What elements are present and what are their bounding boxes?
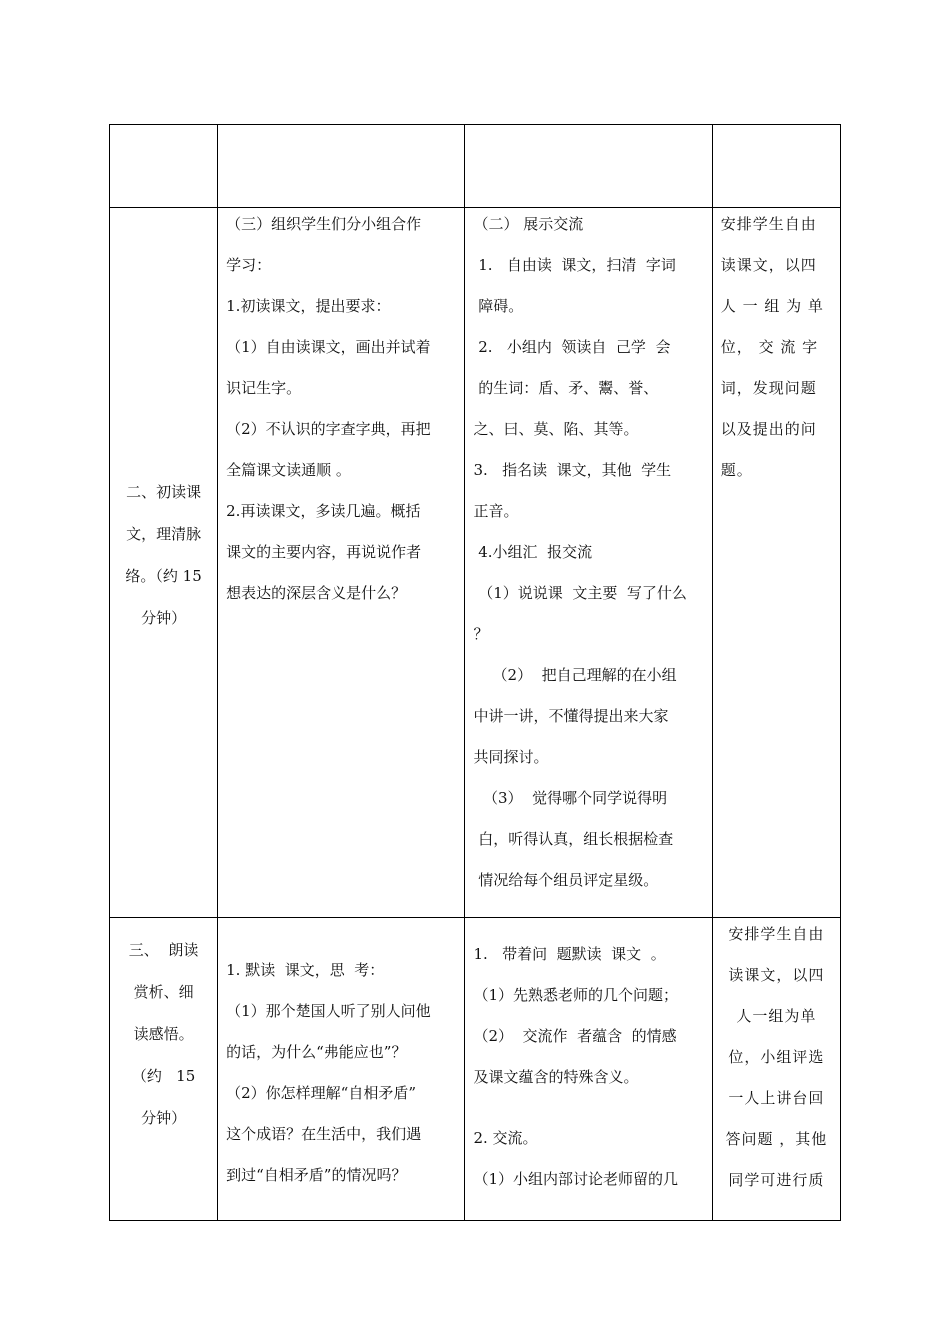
- text-line: 全篇课文读通顺 。: [226, 461, 351, 479]
- stage-line: 三、 朗读: [128, 941, 199, 959]
- text-line: 共同探讨。: [473, 748, 549, 766]
- teacher-activity-cell: [218, 208, 465, 918]
- stage-line: 二、初读课: [126, 483, 202, 501]
- stage-line: 分钟）: [141, 1109, 187, 1127]
- text-line: 安排学生自由: [728, 925, 825, 943]
- text-line: 想表达的深层含义是什么？: [226, 584, 407, 602]
- text-line: 安排学生自由: [720, 215, 817, 233]
- teacher-activity-cell: [218, 125, 465, 208]
- text-line: 位，小组评选: [728, 1048, 825, 1066]
- text-line: （1）小组内部讨论老师留的几: [473, 1170, 679, 1188]
- text-line: 1. 带着问 题默读 课文 。: [473, 945, 666, 963]
- text-line: 读课文，以四: [720, 256, 817, 274]
- text-line: ？: [473, 625, 489, 643]
- text-line: 这个成语？在生活中，我们遇: [226, 1125, 422, 1143]
- text-line: 3. 指名读 课文，其他 学生: [473, 461, 672, 479]
- text-line: 及课文蕴含的特殊含义。: [473, 1068, 639, 1086]
- table-row: [110, 208, 841, 918]
- text-line: （2）不认识的字查字典，再把: [226, 420, 431, 438]
- design-intent-cell: [712, 125, 840, 208]
- text-line: （三）组织学生们分小组合作: [226, 215, 422, 233]
- stage-cell: [110, 125, 218, 208]
- stage-line: 文，理清脉: [126, 525, 202, 543]
- stage-line: 读感悟。: [133, 1025, 194, 1043]
- text-line: 情况给每个组员评定星级。: [473, 871, 659, 889]
- text-line: 1. 自由读 课文，扫清 字词: [473, 256, 676, 274]
- stage-line: 赏析、细: [133, 983, 194, 1001]
- text-line: 中讲一讲，不懂得提出来大家: [473, 707, 669, 725]
- text-line: 障碍。: [473, 297, 524, 315]
- design-intent-cell: [712, 208, 840, 918]
- text-line: 位， 交 流 字: [720, 338, 819, 356]
- text-line: （1）说说课 文主要 写了什么: [473, 584, 687, 602]
- text-line: 答问题 ，其他: [725, 1130, 828, 1148]
- teacher-activity-cell: [218, 918, 465, 1221]
- text-line: 题。: [720, 461, 753, 479]
- lesson-plan-table: [109, 124, 841, 1221]
- table-row: [110, 918, 841, 1221]
- text-line: （2） 交流作 者蕴含 的情感: [473, 1027, 677, 1045]
- text-line: 1. 默读 课文，思 考：: [226, 961, 385, 979]
- text-line: 读课文，以四: [728, 966, 825, 984]
- table-row: [110, 125, 841, 208]
- text-line: 人 一 组 为 单: [720, 297, 824, 315]
- student-activity-cell: [465, 918, 712, 1221]
- text-line: （1）那个楚国人听了别人问他: [226, 1002, 431, 1020]
- text-line: 4.小组汇 报交流: [473, 543, 593, 561]
- text-line: 学习：: [226, 256, 272, 274]
- design-intent-cell: [712, 918, 840, 1221]
- text-line: 以及提出的问: [720, 420, 817, 438]
- stage-line: 分钟）: [141, 609, 187, 627]
- text-line: 人一组为单: [736, 1007, 817, 1025]
- text-line: 2.再读课文，多读几遍。概括: [226, 502, 421, 520]
- text-line: 2. 交流。: [473, 1129, 538, 1147]
- stage-cell: [110, 918, 218, 1221]
- text-line: 一人上讲台回: [728, 1089, 825, 1107]
- text-line: 到过“自相矛盾”的情况吗？: [226, 1166, 407, 1184]
- text-line: 词，发现问题: [720, 379, 817, 397]
- text-line: 之、曰、莫、陷、其等。: [473, 420, 639, 438]
- text-line: 课文的主要内容，再说说作者: [226, 543, 422, 561]
- stage-cell: [110, 208, 218, 918]
- text-line: （1）先熟悉老师的几个问题；: [473, 986, 679, 1004]
- text-line: 1.初读课文，提出要求：: [226, 297, 391, 315]
- text-line: （二） 展示交流: [473, 215, 584, 233]
- text-line: （2）你怎样理解“自相矛盾”: [226, 1084, 417, 1102]
- text-line: 2. 小组内 领读自 己学 会: [473, 338, 671, 356]
- text-line: 同学可进行质: [728, 1171, 825, 1189]
- text-line: 的话，为什么“弗能应也”？: [226, 1043, 407, 1061]
- student-activity-cell: [465, 125, 712, 208]
- stage-line: 络。（约 15: [125, 567, 202, 585]
- stage-line: （约 15: [131, 1067, 196, 1085]
- text-line: 识记生字。: [226, 379, 302, 397]
- text-line: （3） 觉得哪个同学说得明: [473, 789, 668, 807]
- text-line: 白，听得认真，组长根据检查: [473, 830, 674, 848]
- text-line: 的生词：盾、矛、鬻、誉、: [473, 379, 659, 397]
- text-line: （2） 把自己理解的在小组: [473, 666, 677, 684]
- text-line: 正音。: [473, 502, 519, 520]
- student-activity-cell: [465, 208, 712, 918]
- text-line: （1）自由读课文，画出并试着: [226, 338, 431, 356]
